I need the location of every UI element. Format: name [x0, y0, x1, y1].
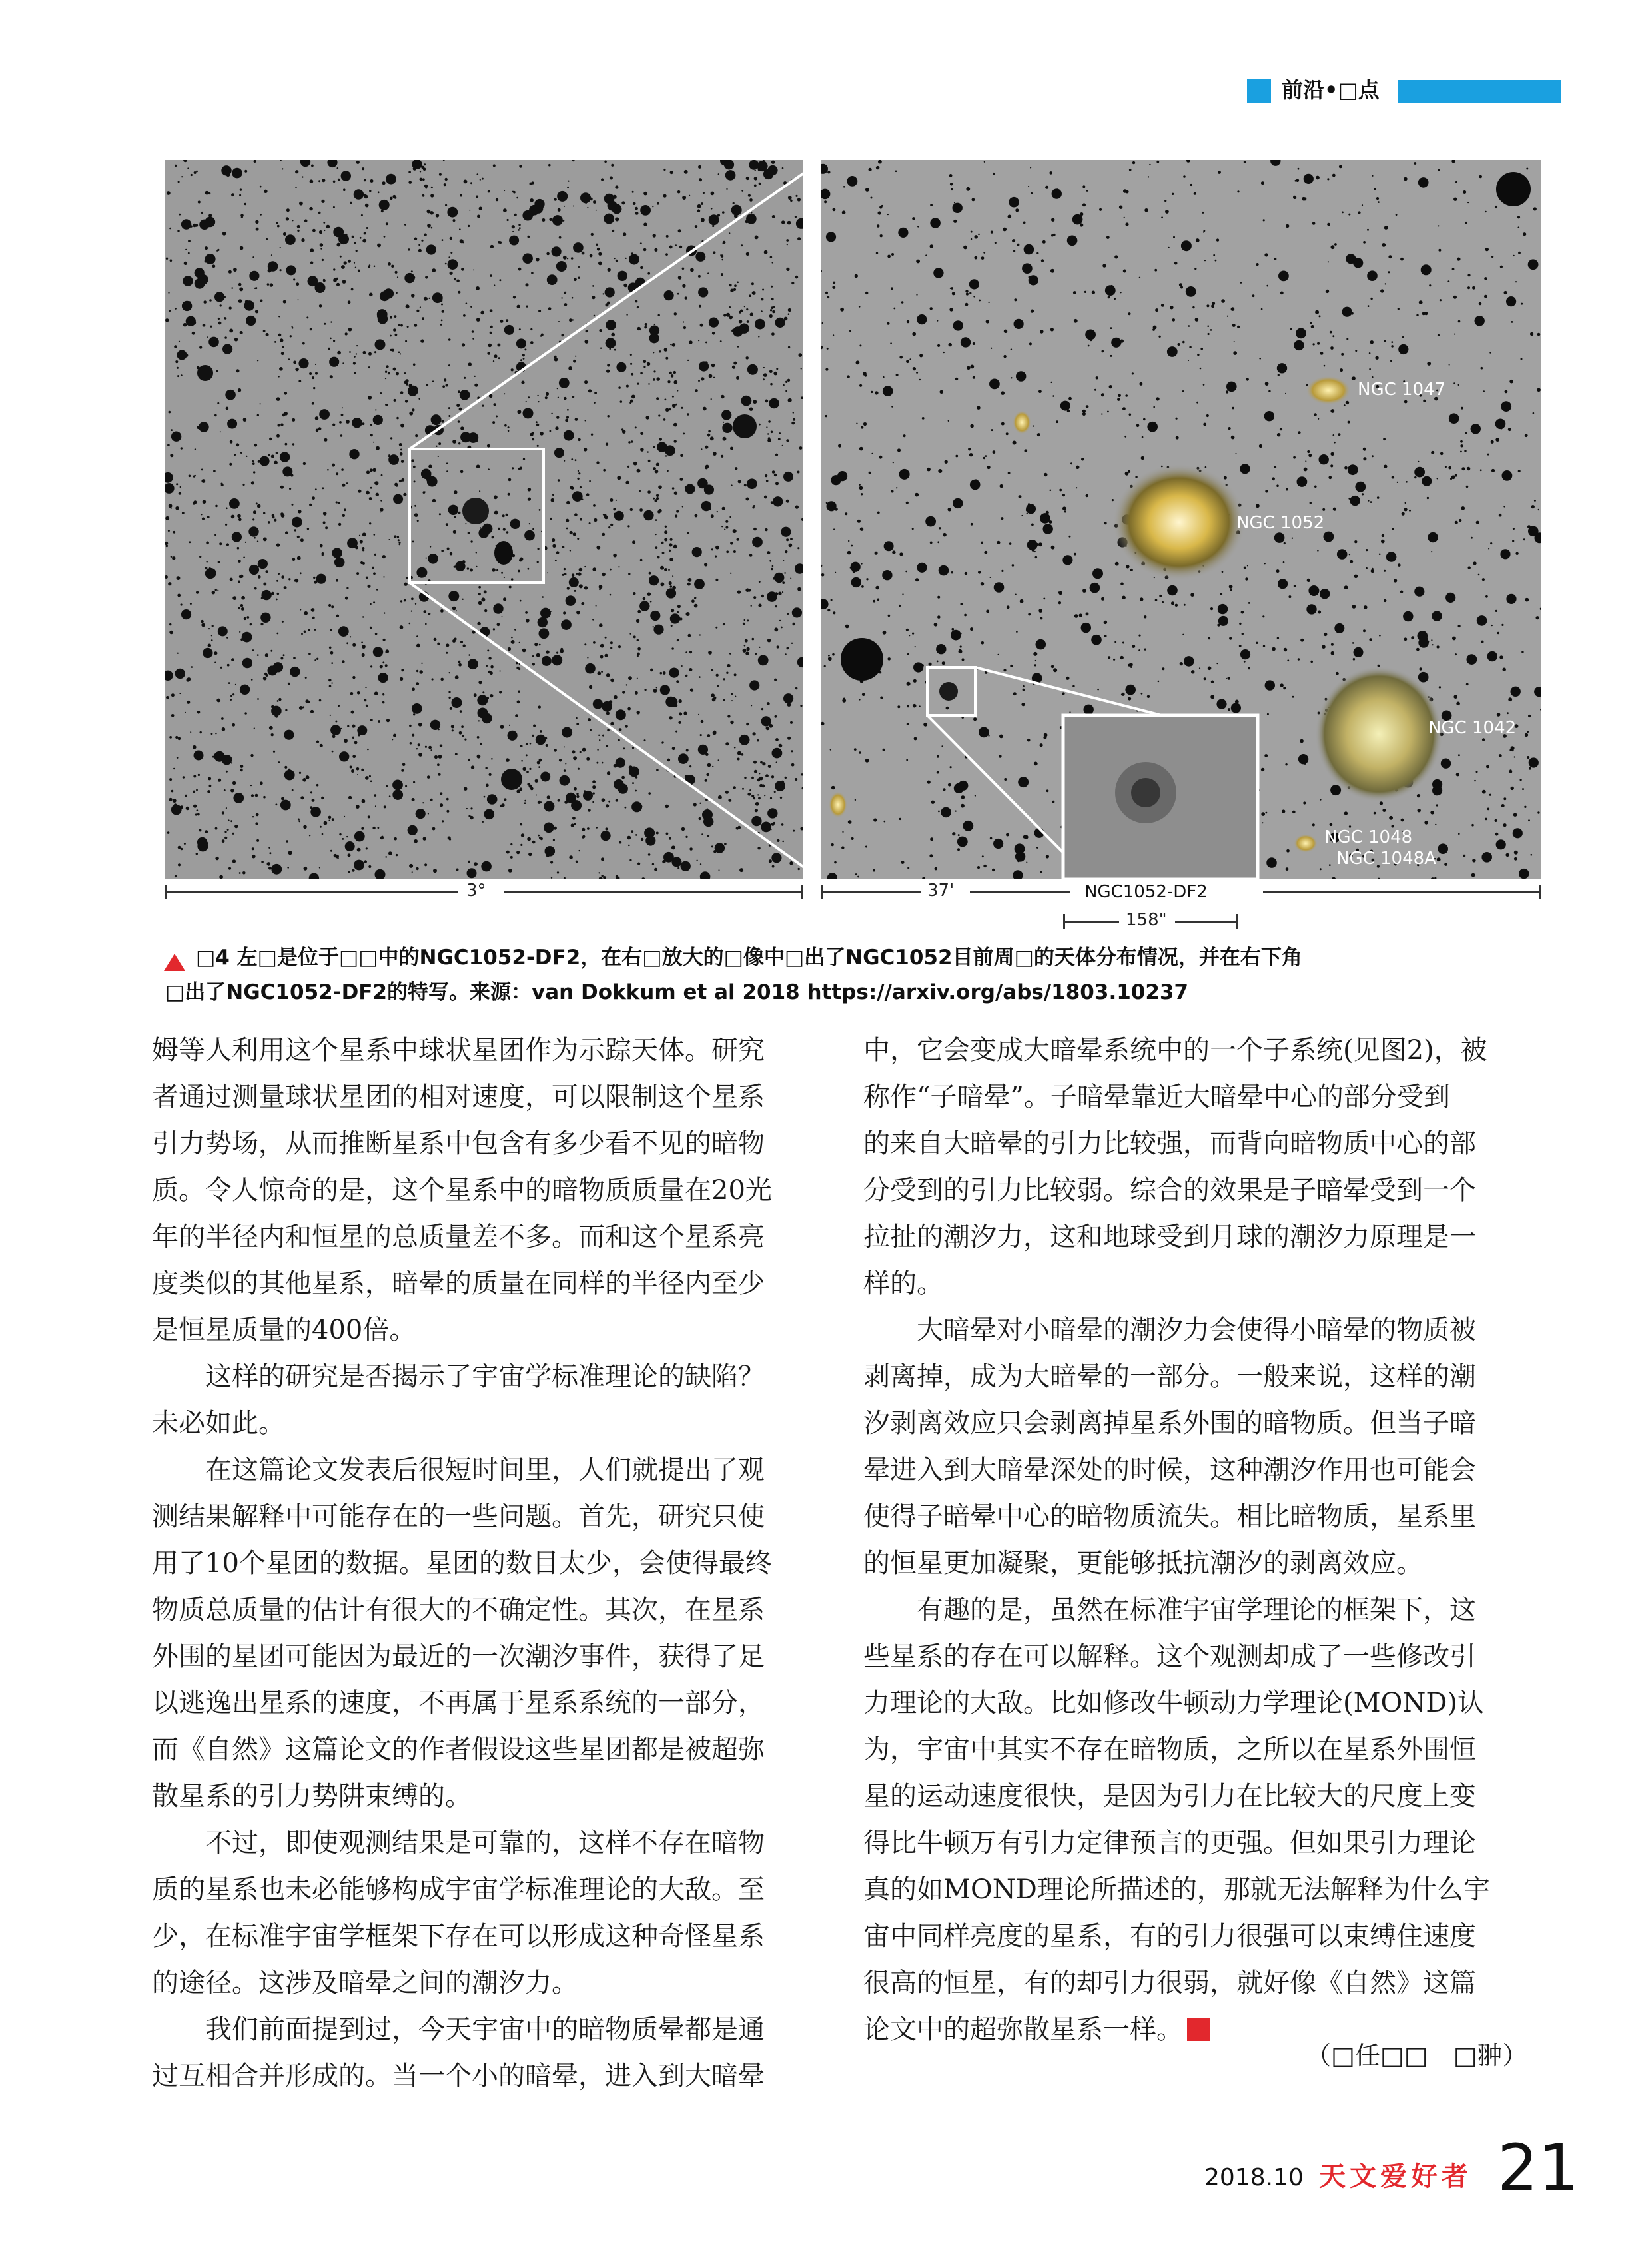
- paragraph-line: 质的星系也未必能够构成宇宙学标准理论的大敌。至: [152, 1874, 765, 1905]
- paragraph-line: 样的。: [863, 1268, 943, 1299]
- paragraph-line: 这样的研究是否揭示了宇宙学标准理论的缺陷？: [205, 1361, 765, 1392]
- caption-triangle-icon: [164, 954, 185, 971]
- scale-bar-right-tick-2: [1539, 885, 1541, 899]
- scale-bar-inset-tick-2: [1236, 914, 1238, 929]
- paragraph-line: 得比牛顿万有引力定律预言的更强。但如果引力理论: [863, 1828, 1476, 1858]
- paragraph-line: 外围的星团可能因为最近的一次潮汐事件，获得了足: [152, 1641, 765, 1672]
- paragraph-line: 散星系的引力势阱束缚的。: [152, 1781, 472, 1812]
- end-of-article-square-icon: [1187, 2018, 1210, 2041]
- paragraph-line: 而《自然》这篇论文的作者假设这些星团都是被超弥: [152, 1734, 765, 1765]
- paragraph-line: 物质总质量的估计有很大的不确定性。其次，在星系: [152, 1595, 765, 1625]
- paragraph-line: 中，它会变成大暗晕系统中的一个子系统(见图2)，被: [863, 1035, 1487, 1066]
- paragraph-line: 不过，即使观测结果是可靠的，这样不存在暗物: [205, 1828, 765, 1858]
- paragraph-line: 的途径。这涉及暗晕之间的潮汐力。: [152, 1968, 578, 1998]
- figure-caption-line-2: □出了NGC1052-DF2的特写。来源：van Dokkum et al 2018 https://arxiv.org/abs/1803.10237: [165, 980, 1189, 1004]
- paragraph-last-text: 论文中的超弥散星系一样。: [863, 2014, 1183, 2045]
- paragraph-line: 分受到的引力比较弱。综合的效果是子暗晕受到一个: [863, 1175, 1476, 1206]
- paragraph-line: 宙中同样亮度的星系，有的引力很强可以束缚住速度: [863, 1921, 1476, 1952]
- paragraph-line: 有趣的是，虽然在标准宇宙学理论的框架下，这: [917, 1595, 1476, 1625]
- paragraph-line: 在这篇论文发表后很短时间里，人们就提出了观: [205, 1455, 765, 1485]
- paragraph-line: 大暗晕对小暗晕的潮汐力会使得小暗晕的物质被: [917, 1315, 1476, 1345]
- figure-zoomed-field-image: [821, 160, 1541, 879]
- paragraph-line: 为，宇宙中其实不存在暗物质，之所以在星系外围恒: [863, 1734, 1476, 1765]
- galaxy-label-ngc1042: NGC 1042: [1428, 718, 1517, 738]
- paragraph-line: 的来自大暗晕的引力比较强，而背向暗物质中心的部: [863, 1128, 1476, 1159]
- paragraph-line: 度类似的其他星系，暗晕的质量在同样的半径内至少: [152, 1268, 765, 1299]
- paragraph-line: 过互相合并形成的。当一个小的暗晕，进入到大暗晕: [152, 2061, 765, 2091]
- paragraph-line: 姆等人利用这个星系中球状星团作为示踪天体。研究: [152, 1035, 765, 1066]
- scale-label-right: 37': [927, 881, 955, 901]
- scale-label-left: 3°: [466, 881, 486, 901]
- galaxy-label-ngc1048a: NGC 1048A: [1336, 849, 1436, 869]
- paragraph-line: 晕进入到大暗晕深处的时候，这种潮汐作用也可能会: [863, 1455, 1476, 1485]
- author-signature: （□任□□ □翀）: [1306, 2041, 1528, 2070]
- inset-label: NGC1052-DF2: [1084, 882, 1208, 902]
- paragraph-line: 少，在标准宇宙学框架下存在可以形成这种奇怪星系: [152, 1921, 765, 1952]
- paragraph-line: 些星系的存在可以解释。这个观测却成了一些修改引: [863, 1641, 1476, 1672]
- galaxy-label-ngc1047: NGC 1047: [1358, 380, 1446, 400]
- paragraph-line: 拉扯的潮汐力，这和地球受到月球的潮汐力原理是一: [863, 1222, 1476, 1252]
- left-text-column: [152, 1027, 772, 2099]
- paragraph-line: 使得子暗晕中心的暗物质流失。相比暗物质，星系里: [863, 1501, 1476, 1532]
- paragraph-line: 星的运动速度很快，是因为引力在比较大的尺度上变: [863, 1781, 1476, 1812]
- paragraph-line: 力理论的大敌。比如修改牛顿动力学理论(MOND)认: [863, 1688, 1485, 1718]
- paragraph-line: 年的半径内和恒星的总质量差不多。而和这个星系亮: [152, 1222, 765, 1252]
- paragraph-line: 我们前面提到过，今天宇宙中的暗物质晕都是通: [205, 2014, 765, 2045]
- scale-bar-right-2: [970, 891, 1070, 893]
- paragraph-line: 很高的恒星，有的却引力很弱，就好像《自然》这篇: [863, 1968, 1476, 1998]
- scale-bar-inset-2: [1175, 921, 1238, 923]
- scale-bar-left: [165, 891, 458, 893]
- scale-bar-right-3: [1263, 891, 1541, 893]
- paragraph-line: 者通过测量球状星团的相对速度，可以限制这个星系: [152, 1082, 765, 1112]
- galaxy-label-ngc1048: NGC 1048: [1324, 827, 1413, 847]
- scale-bar-left-2: [504, 891, 803, 893]
- paragraph-line: 真的如MOND理论所描述的，那就无法解释为什么宇: [863, 1874, 1490, 1905]
- paragraph-line: 测结果解释中可能存在的一些问题。首先，研究只使: [152, 1501, 765, 1532]
- section-title: 前沿•□点: [1282, 77, 1380, 103]
- paragraph-line: 剥离掉，成为大暗晕的一部分。一般来说，这样的潮: [863, 1361, 1476, 1392]
- scale-label-inset: 158": [1126, 910, 1167, 930]
- issue-date: 2018.10: [1204, 2164, 1304, 2191]
- galaxy-label-ngc1052: NGC 1052: [1236, 513, 1325, 533]
- paragraph-line: 是恒星质量的400倍。: [152, 1315, 416, 1345]
- paragraph-line: 质。令人惊奇的是，这个星系中的暗物质质量在20光: [152, 1175, 772, 1206]
- page-number: 21: [1497, 2131, 1579, 2205]
- right-text-column: [863, 1027, 1490, 2053]
- paragraph-line: 汐剥离效应只会剥离掉星系外围的暗物质。但当子暗: [863, 1408, 1476, 1439]
- magazine-name: 天文爱好者: [1319, 2161, 1472, 2192]
- scale-bar-left-tick-2: [801, 885, 803, 899]
- paragraph-line: 引力势场，从而推断星系中包含有多少看不见的暗物: [152, 1128, 765, 1159]
- paragraph-line: 的恒星更加凝聚，更能够抵抗潮汐的剥离效应。: [863, 1548, 1423, 1579]
- scale-bar-inset: [1063, 921, 1119, 923]
- paragraph-line: 称作“子暗晕”。子暗晕靠近大暗晕中心的部分受到: [863, 1082, 1450, 1112]
- paragraph-line: 用了10个星团的数据。星团的数目太少，会使得最终: [152, 1548, 772, 1579]
- scale-bar-right: [821, 891, 921, 893]
- figure-caption-line-1: □4 左□是位于□□中的NGC1052-DF2，在右□放大的□像中□出了NGC1052目前周□的天体分布情况，并在右下角: [196, 946, 1302, 970]
- paragraph-line: 以逃逸出星系的速度，不再属于星系系统的一部分，: [152, 1688, 765, 1718]
- paragraph-line: 未必如此。: [152, 1408, 285, 1439]
